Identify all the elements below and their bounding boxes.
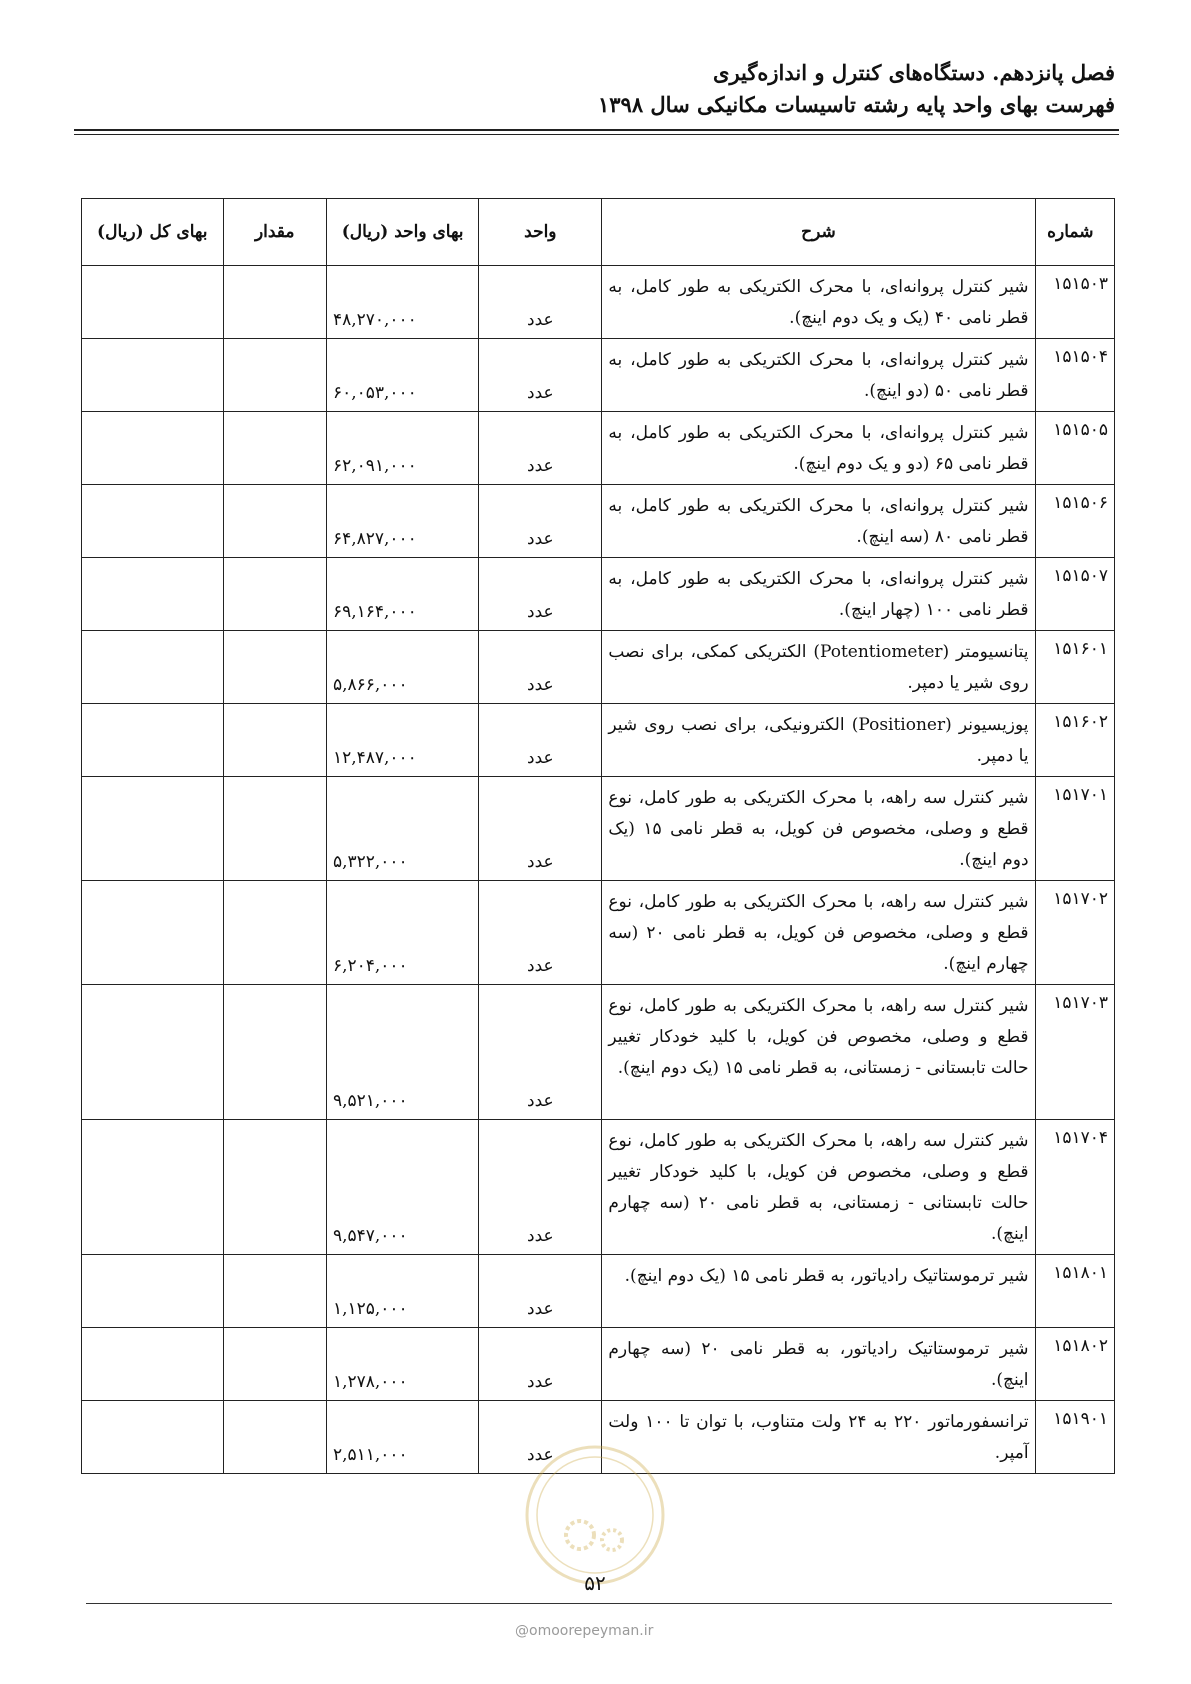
column-header-quantity: مقدار [223,199,326,266]
item-unit-price: ۹,۵۴۷,۰۰۰ [326,1120,478,1255]
page-header [598,58,1115,122]
item-unit-price: ۱,۲۷۸,۰۰۰ [326,1328,478,1401]
item-unit-price: ۱۲,۴۸۷,۰۰۰ [326,704,478,777]
item-number: ۱۵۱۵۰۶ [1035,485,1114,558]
item-quantity [223,881,326,985]
item-number: ۱۵۱۹۰۱ [1035,1401,1114,1474]
table-row [82,1255,1115,1328]
item-total-price [82,777,224,881]
item-quantity [223,485,326,558]
page-number: ۵۲ [584,1571,606,1595]
price-table [81,198,1115,1474]
item-total-price [82,1328,224,1401]
item-description: شیر کنترل پروانه‌ای، با محرک الکتریکی به طور کامل، به قطر نامی ۶۵ (دو و یک دوم اینچ). [602,412,1035,485]
column-header-total-price: بهای کل (ریال) [82,199,224,266]
price-list-title: فهرست بهای واحد پایه رشته تاسیسات مکانیکی سال ۱۳۹۸ [597,92,1115,117]
table-row [82,485,1115,558]
item-number: ۱۵۱۷۰۱ [1035,777,1114,881]
item-total-price [82,558,224,631]
watermark-logo [520,1440,670,1590]
item-total-price [82,266,224,339]
table-row [82,1120,1115,1255]
item-quantity [223,631,326,704]
table-row [82,266,1115,339]
item-total-price [82,339,224,412]
item-unit: عدد [479,777,602,881]
item-total-price [82,704,224,777]
table-row [82,985,1115,1120]
item-unit: عدد [479,1255,602,1328]
item-unit: عدد [479,339,602,412]
table-row [82,631,1115,704]
item-unit-price: ۲,۵۱۱,۰۰۰ [326,1401,478,1474]
table-row [82,704,1115,777]
item-quantity [223,704,326,777]
item-unit-price: ۵,۳۲۲,۰۰۰ [326,777,478,881]
item-unit: عدد [479,266,602,339]
table-row [82,881,1115,985]
item-quantity [223,1120,326,1255]
item-description: شیر کنترل سه راهه، با محرک الکتریکی به طور کامل، نوع قطع و وصلی، مخصوص فن کویل، به قطر نامی ۲۰ (سه چهارم اینچ). [602,881,1035,985]
table-row [82,1328,1115,1401]
item-unit-price: ۶,۲۰۴,۰۰۰ [326,881,478,985]
item-unit-price: ۶۲,۰۹۱,۰۰۰ [326,412,478,485]
item-total-price [82,631,224,704]
item-unit: عدد [479,558,602,631]
item-quantity [223,1328,326,1401]
item-quantity [223,266,326,339]
column-header-number: شماره [1035,199,1114,266]
table-row [82,558,1115,631]
item-description: شیر کنترل پروانه‌ای، با محرک الکتریکی به طور کامل، به قطر نامی ۸۰ (سه اینچ). [602,485,1035,558]
column-header-unit: واحد [479,199,602,266]
item-number: ۱۵۱۶۰۲ [1035,704,1114,777]
item-unit: عدد [479,985,602,1120]
item-total-price [82,1401,224,1474]
item-total-price [82,412,224,485]
item-number: ۱۵۱۶۰۱ [1035,631,1114,704]
item-description: شیر کنترل سه راهه، با محرک الکتریکی به طور کامل، نوع قطع و وصلی، مخصوص فن کویل، به قطر نامی ۱۵ (یک دوم اینچ). [602,777,1035,881]
item-total-price [82,1255,224,1328]
item-quantity [223,339,326,412]
item-unit-price: ۶۹,۱۶۴,۰۰۰ [326,558,478,631]
header-rule-thin [74,134,1119,135]
item-unit: عدد [479,1328,602,1401]
item-unit: عدد [479,881,602,985]
header-rule [74,129,1119,131]
item-description: شیر کنترل پروانه‌ای، با محرک الکتریکی به طور کامل، به قطر نامی ۴۰ (یک و یک دوم اینچ). [602,266,1035,339]
item-number: ۱۵۱۵۰۷ [1035,558,1114,631]
item-description: شیر کنترل سه راهه، با محرک الکتریکی به طور کامل، نوع قطع و وصلی، مخصوص فن کویل، با کلید خودکار تغییر حالت تابستانی - زمستانی، به قطر نامی ۱۵ (یک دوم اینچ). [602,985,1035,1120]
item-description: شیر کنترل پروانه‌ای، با محرک الکتریکی به طور کامل، به قطر نامی ۵۰ (دو اینچ). [602,339,1035,412]
item-description: پوزیسیونر (Positioner) الکترونیکی، برای نصب روی شیر یا دمپر. [602,704,1035,777]
item-quantity [223,558,326,631]
item-unit: عدد [479,412,602,485]
item-number: ۱۵۱۷۰۳ [1035,985,1114,1120]
item-total-price [82,881,224,985]
item-unit-price: ۹,۵۲۱,۰۰۰ [326,985,478,1120]
item-quantity [223,777,326,881]
table-row [82,412,1115,485]
item-unit-price: ۱,۱۲۵,۰۰۰ [326,1255,478,1328]
item-quantity [223,412,326,485]
item-unit: عدد [479,631,602,704]
item-description: شیر کنترل پروانه‌ای، با محرک الکتریکی به طور کامل، به قطر نامی ۱۰۰ (چهار اینچ). [602,558,1035,631]
item-description: شیر ترموستاتیک رادیاتور، به قطر نامی ۱۵ (یک دوم اینچ). [602,1255,1035,1328]
item-number: ۱۵۱۸۰۱ [1035,1255,1114,1328]
table-row [82,777,1115,881]
item-total-price [82,1120,224,1255]
item-unit: عدد [479,1120,602,1255]
item-number: ۱۵۱۵۰۳ [1035,266,1114,339]
item-number: ۱۵۱۵۰۵ [1035,412,1114,485]
item-description: شیر ترموستاتیک رادیاتور، به قطر نامی ۲۰ (سه چهارم اینچ). [602,1328,1035,1401]
column-header-description: شرح [602,199,1035,266]
chapter-title: فصل پانزدهم. دستگاه‌های کنترل و اندازه‌گیری [713,60,1115,85]
footer-website: @omoorepeyman.ir [515,1623,654,1639]
item-unit: عدد [479,485,602,558]
item-description: پتانسیومتر (Potentiometer) الکتریکی کمکی، برای نصب روی شیر یا دمپر. [602,631,1035,704]
item-unit-price: ۶۰,۰۵۳,۰۰۰ [326,339,478,412]
footer-rule [86,1603,1112,1604]
item-number: ۱۵۱۸۰۲ [1035,1328,1114,1401]
item-number: ۱۵۱۵۰۴ [1035,339,1114,412]
item-description: ترانسفورماتور ۲۲۰ به ۲۴ ولت متناوب، با توان تا ۱۰۰ ولت آمپر. [602,1401,1035,1474]
item-quantity [223,985,326,1120]
item-unit-price: ۴۸,۲۷۰,۰۰۰ [326,266,478,339]
item-unit: عدد [479,704,602,777]
column-header-unit-price: بهای واحد (ریال) [326,199,478,266]
item-total-price [82,985,224,1120]
table-header-row [82,199,1115,266]
table-row [82,339,1115,412]
item-quantity [223,1401,326,1474]
item-unit: عدد [479,1401,602,1474]
item-number: ۱۵۱۷۰۴ [1035,1120,1114,1255]
item-quantity [223,1255,326,1328]
item-total-price [82,485,224,558]
item-number: ۱۵۱۷۰۲ [1035,881,1114,985]
item-unit-price: ۵,۸۶۶,۰۰۰ [326,631,478,704]
item-unit-price: ۶۴,۸۲۷,۰۰۰ [326,485,478,558]
item-description: شیر کنترل سه راهه، با محرک الکتریکی به طور کامل، نوع قطع و وصلی، مخصوص فن کویل، با کلید خودکار تغییر حالت تابستانی - زمستانی، به قطر نامی ۲۰ (سه چهارم اینچ). [602,1120,1035,1255]
